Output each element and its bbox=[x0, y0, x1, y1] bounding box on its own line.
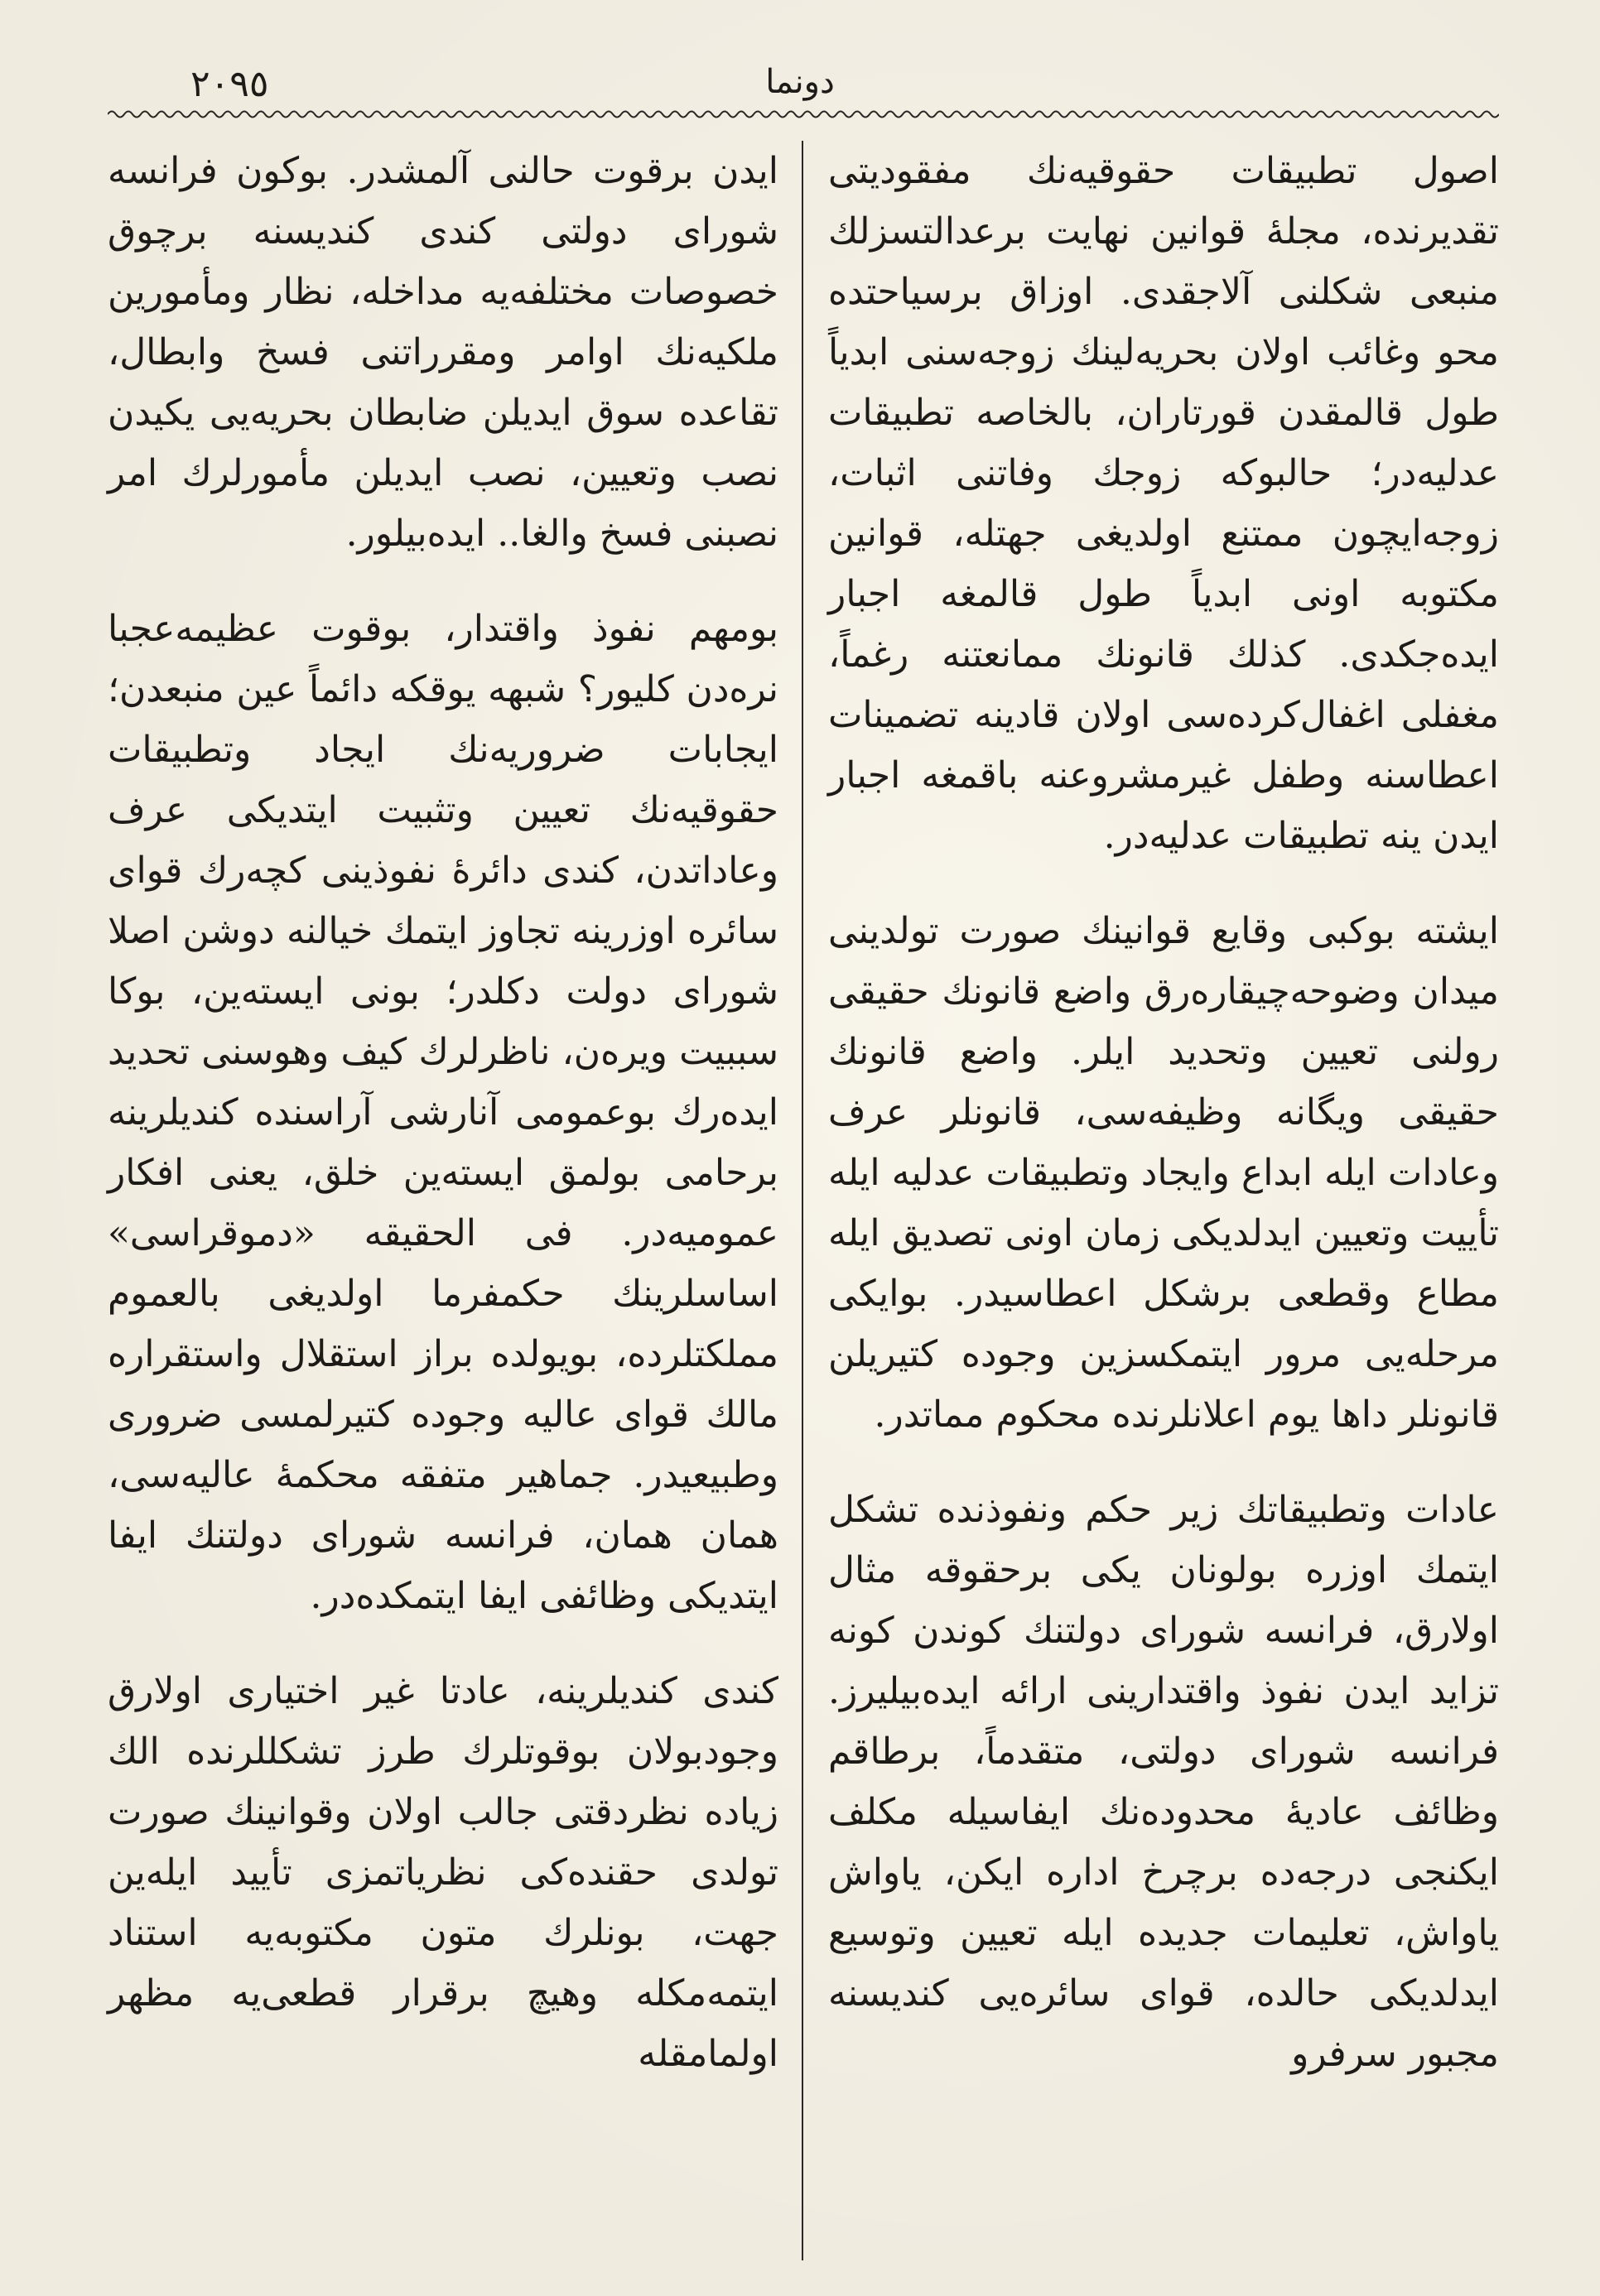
paragraph: عادات وتطبيقاتك زير حكم ونفوذنده تشكل ايتمك اوزره بولونان يكی برحقوقه مثال اولارق، فرانسه شورای دولتنك كوندن كونه تزايد ايدن نفوذ واقتدارينی ارائه ايده‌بيليرز. فرانسه شورای دولتی، متقدماً، برطاقم وظائف عاديهٔ محدوده‌نك ايفاسيله مكلف ايكنجی درجه‌ده برچرخ اداره ايكن، ياواش ياواش، تعليمات جديده ايله تعيين وتوسيع ايدلديكی حالده، قوای سائره‌يی كنديسنه مجبور سرفرو bbox=[828, 1489, 1499, 2075]
column-divider bbox=[802, 141, 803, 2260]
paragraph: ايدن برقوت حالنی آلمشدر. بوكون فرانسه شورای دولتی كندی كنديسنه برچوق خصوصات مختلفه‌يه مداخله، نظار ومأمورين ملكيه‌نك اوامر ومقرراتنی فسخ وابطال، تقاعده سوق ايديلن ضابطان بحريه‌يی يكيدن نصب وتعيين، نصب ايديلن مأمورلرك امر نصبنی فسخ والغا.. ايده‌بيلور. bbox=[108, 150, 778, 555]
paragraph: ايشته بوكبی وقايع قوانينك صورت تولدينی ميدان وضوحه‌چيقاره‌رق واضع قانونك حقيقی رولنی تعيين وتحديد ايلر. واضع قانونك حقيقی ويگانه وظيفه‌سی، قانونلر عرف وعادات ايله ابداع وايجاد وتطبيقات عدليه ايله تأييت وتعيين ايدلديكی زمان اونی تصديق ايله مطاع وقطعی برشكل اعطاسيدر. بوايكی مرحله‌يی مرور ايتمكسزين وجوده كتيريلن قانونلر داها يوم اعلانلرنده محكوم مماتدر. bbox=[828, 910, 1499, 1436]
wavy-header-rule bbox=[108, 106, 1499, 123]
paragraph: بومهم نفوذ واقتدار، بوقوت عظيمه‌عجبا نره‌دن كليور؟ شبهه يوقكه دائماً عين منبعدن؛ ايجابات ضروريه‌نك ايجاد وتطبيقات حقوقيه‌نك تعيين وتثبيت ايتديكی عرف وعاداتدن، كندی دائرهٔ نفوذينی كچه‌رك قوای سائره اوزرينه تجاوز ايتمك خيالنه دوشن اصلا شورای دولت دكلدر؛ بونی ايسته‌ين، بوكا سببيت ويره‌ن، ناظرلرك كيف وهوسنی تحديد ايده‌رك بوعمومی آنارشی آراسنده كنديلرينه برحامی بولمق ايسته‌ين خلق، يعنی افكار عموميه‌در. فی الحقيقه «دموقراسی» اساسلرينك حكمفرما اولديغی بالعموم مملكتلرده، بويولده براز استقلال واستقراره مالك قوای عاليه وجوده كتيرلمسی ضروری وطبيعيدر. جماهير متفقه محكمهٔ عاليه‌سی، همان همان، فرانسه شورای دولتنك ايفا ايتديكی وظائفی ايفا ايتمكده‌در. bbox=[108, 608, 778, 1617]
left-column bbox=[108, 141, 778, 2260]
page-number: ٢٠٩٥ bbox=[190, 63, 269, 105]
paragraph: كندی كنديلرينه، عادتا غير اختياری اولارق وجودبولان بوقوتلرك طرز تشكللرنده الك زياده نظردقتی جالب اولان وقوانينك صورت تولدی حقنده‌كی نظرياتمزی تأييد ايله‌ين جهت، بونلرك متون مكتوبه‌يه استناد ايتمه‌مكله وهيچ برقرار قطعی‌يه مظهر اولمامقله bbox=[108, 1670, 778, 2075]
right-column bbox=[828, 141, 1499, 2260]
running-title: دونما bbox=[765, 63, 835, 101]
paragraph: اصول تطبيقات حقوقيه‌نك مفقوديتی تقديرنده، مجلهٔ قوانين نهايت برعدالتسزلك منبعی شكلنی آلاجقدی. اوزاق برسياحتده محو وغائب اولان بحريه‌لينك زوجه‌سنی ابدياً طول قالمقدن قورتاران، بالخاصه تطبيقات عدليه‌در؛ حالبوكه زوجك وفاتنی اثبات، زوجه‌ايچون ممتنع اولديغی جهتله، قوانين مكتوبه اونی ابدياً طول قالمغه اجبار ايده‌جكدی. كذلك قانونك ممانعتنه رغماً، مغفلی اغفال‌كرده‌سی اولان قادينه تضمينات اعطاسنه وطفل غيرمشروعنه باقمغه اجبار ايدن ينه تطبيقات عدليه‌در. bbox=[828, 150, 1499, 857]
text-columns bbox=[108, 141, 1499, 2260]
